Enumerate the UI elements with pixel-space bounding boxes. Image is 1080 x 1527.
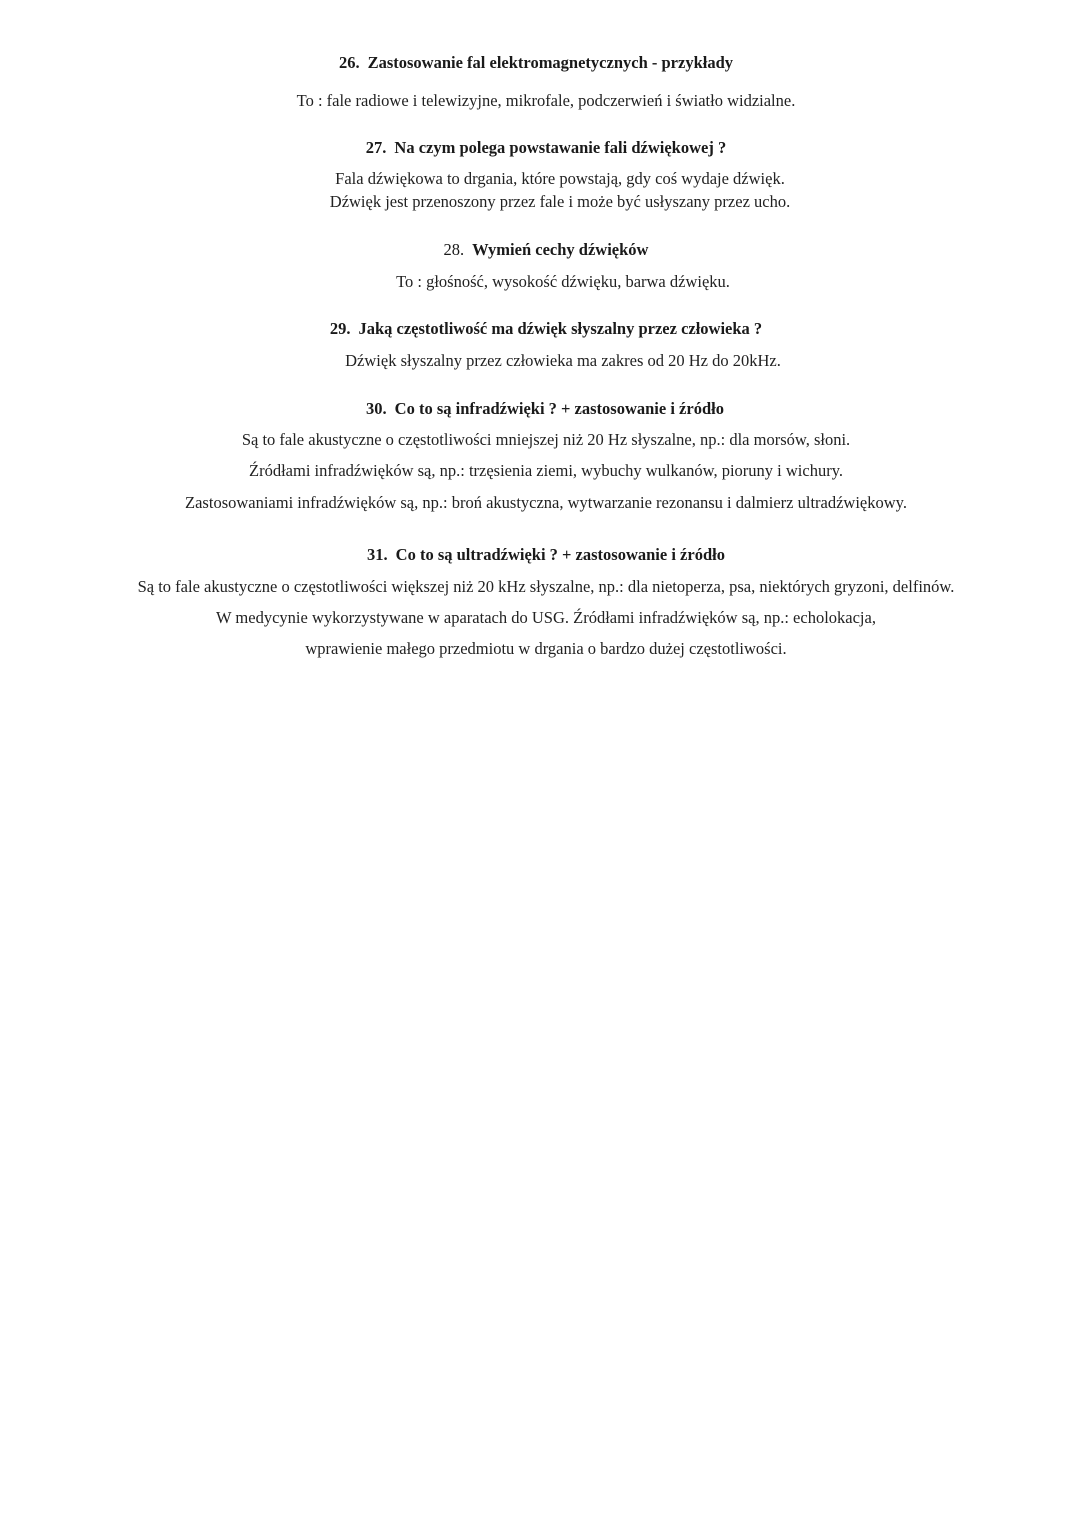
section-31-heading [6,545,1080,565]
section-26-title: Zastosowanie fal elektromagnetycznych - przykłady [367,53,734,72]
section-28-title: Wymień cechy dźwięków [472,240,649,259]
section-29-number: 29. [329,319,351,338]
section-31-line-3: wprawienie małego przedmiotu w drgania o bardzo dużej częstotliwości. [305,639,787,658]
section-28-number: 28. [443,240,465,259]
section-26-number: 26. [338,53,360,72]
section-28-heading [6,240,1080,260]
section-27-line-2: Dźwięk jest przenoszony przez fale i może być usłyszany przez ucho. [329,192,791,211]
section-30-title: Co to są infradźwięki ? + zastosowanie i źródło [394,399,724,418]
section-31-line-1: Są to fale akustyczne o częstotliwości większej niż 20 kHz słyszalne, np.: dla nietoperza, psa, niektórych gryzoni, delfinów. [137,577,955,596]
section-30-line-2: Źródłami infradźwięków są, np.: trzęsienia ziemi, wybuchy wulkanów, pioruny i wichury. [249,461,843,480]
section-29-title: Jaką częstotliwość ma dźwięk słyszalny przez człowieka ? [358,319,763,338]
section-26-heading [0,53,1076,73]
section-30-line-1: Są to fale akustyczne o częstotliwości mniejszej niż 20 Hz słyszalne, np.: dla morsów, słoni. [241,430,851,449]
section-27-title: Na czym polega powstawanie fali dźwiękowej ? [394,138,727,157]
section-28-line-1: To : głośność, wysokość dźwięku, barwa dźwięku. [396,272,730,291]
section-31-number: 31. [367,545,388,564]
section-30-line-3: Zastosowaniami infradźwięków są, np.: broń akustyczna, wytwarzanie rezonansu i dalmierz ultradźwiękowy. [185,493,907,512]
section-30-heading [5,399,1080,419]
section-29-heading [6,319,1080,339]
section-26-line-1: To : fale radiowe i telewizyjne, mikrofale, podczerwień i światło widzialne. [296,91,796,110]
section-27-line-1: Fala dźwiękowa to drgania, które powstają, gdy coś wydaje dźwięk. [335,169,785,188]
section-31-line-2: W medycynie wykorzystywane w aparatach do USG. Źródłami infradźwięków są, np.: echolokacja, [216,608,876,627]
section-30-number: 30. [366,399,387,418]
section-31-title: Co to są ultradźwięki ? + zastosowanie i źródło [395,545,725,564]
section-27-heading [6,138,1080,158]
section-27-number: 27. [365,138,387,157]
section-29-line-1: Dźwięk słyszalny przez człowieka ma zakres od 20 Hz do 20kHz. [345,351,781,370]
